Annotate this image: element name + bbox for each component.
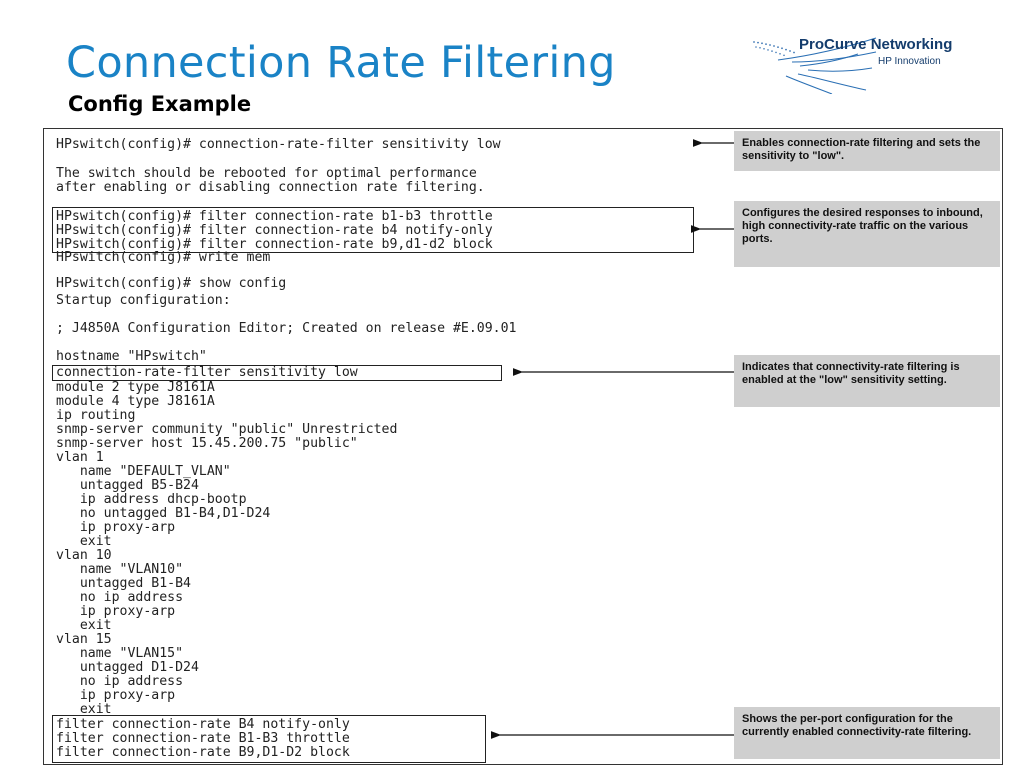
console-line: HPswitch(config)# write mem: [56, 250, 271, 265]
console-line: vlan 10: [56, 548, 112, 563]
slide-title: Connection Rate Filtering: [66, 38, 616, 88]
console-line: HPswitch(config)# filter connection-rate b4 notify-only: [56, 223, 493, 238]
console-line: name "VLAN15": [56, 646, 184, 661]
console-line: hostname "HPswitch": [56, 349, 207, 364]
console-line: Startup configuration:: [56, 293, 231, 308]
callout-per-port-config: Shows the per-port configuration for the currently enabled connectivity-rate filtering.: [734, 707, 1000, 759]
console-line: name "VLAN10": [56, 562, 184, 577]
console-line: vlan 15: [56, 632, 112, 647]
console-line: untagged B5-B24: [56, 478, 199, 493]
logo-tagline: HP Innovation: [878, 56, 941, 67]
console-line: exit: [56, 618, 112, 633]
console-line: vlan 1: [56, 450, 104, 465]
console-line: filter connection-rate B4 notify-only: [56, 717, 350, 732]
procurve-logo: [748, 32, 988, 94]
console-line: HPswitch(config)# filter connection-rate b1-b3 throttle: [56, 209, 493, 224]
console-line: ; J4850A Configuration Editor; Created on release #E.09.01: [56, 321, 517, 336]
config-example-figure: [43, 128, 1003, 765]
console-line: connection-rate-filter sensitivity low: [56, 365, 358, 380]
console-line: module 4 type J8161A: [56, 394, 215, 409]
console-line: module 2 type J8161A: [56, 380, 215, 395]
console-line: untagged D1-D24: [56, 660, 199, 675]
console-line: snmp-server host 15.45.200.75 "public": [56, 436, 358, 451]
console-line: after enabling or disabling connection rate filtering.: [56, 180, 485, 195]
callout-configure-responses: Configures the desired responses to inbound, high connectivity-rate traffic on the various ports.: [734, 201, 1000, 267]
console-line: HPswitch(config)# show config: [56, 276, 287, 291]
console-line: snmp-server community "public" Unrestricted: [56, 422, 398, 437]
console-line: ip proxy-arp: [56, 688, 176, 703]
console-line: ip address dhcp-bootp: [56, 492, 247, 507]
console-line: untagged B1-B4: [56, 576, 191, 591]
callout-enable-filtering: Enables connection-rate filtering and sets the sensitivity to "low".: [734, 131, 1000, 171]
console-line: name "DEFAULT_VLAN": [56, 464, 231, 479]
logo-brand-text: ProCurve Networking: [799, 36, 953, 53]
console-line: exit: [56, 702, 112, 717]
callout-sensitivity-setting: Indicates that connectivity-rate filtering is enabled at the "low" sensitivity setting.: [734, 355, 1000, 407]
console-line: no ip address: [56, 590, 184, 605]
console-line: ip routing: [56, 408, 136, 423]
console-line: filter connection-rate B9,D1-D2 block: [56, 745, 350, 760]
console-line: filter connection-rate B1-B3 throttle: [56, 731, 350, 746]
console-line: HPswitch(config)# filter connection-rate b9,d1-d2 block: [56, 237, 493, 252]
console-line: exit: [56, 534, 112, 549]
console-line: ip proxy-arp: [56, 520, 176, 535]
console-line: HPswitch(config)# connection-rate-filter sensitivity low: [56, 137, 501, 152]
slide-subtitle: Config Example: [68, 92, 252, 116]
console-line: ip proxy-arp: [56, 604, 176, 619]
console-line: no untagged B1-B4,D1-D24: [56, 506, 271, 521]
console-line: The switch should be rebooted for optimal performance: [56, 166, 477, 181]
console-line: no ip address: [56, 674, 184, 689]
